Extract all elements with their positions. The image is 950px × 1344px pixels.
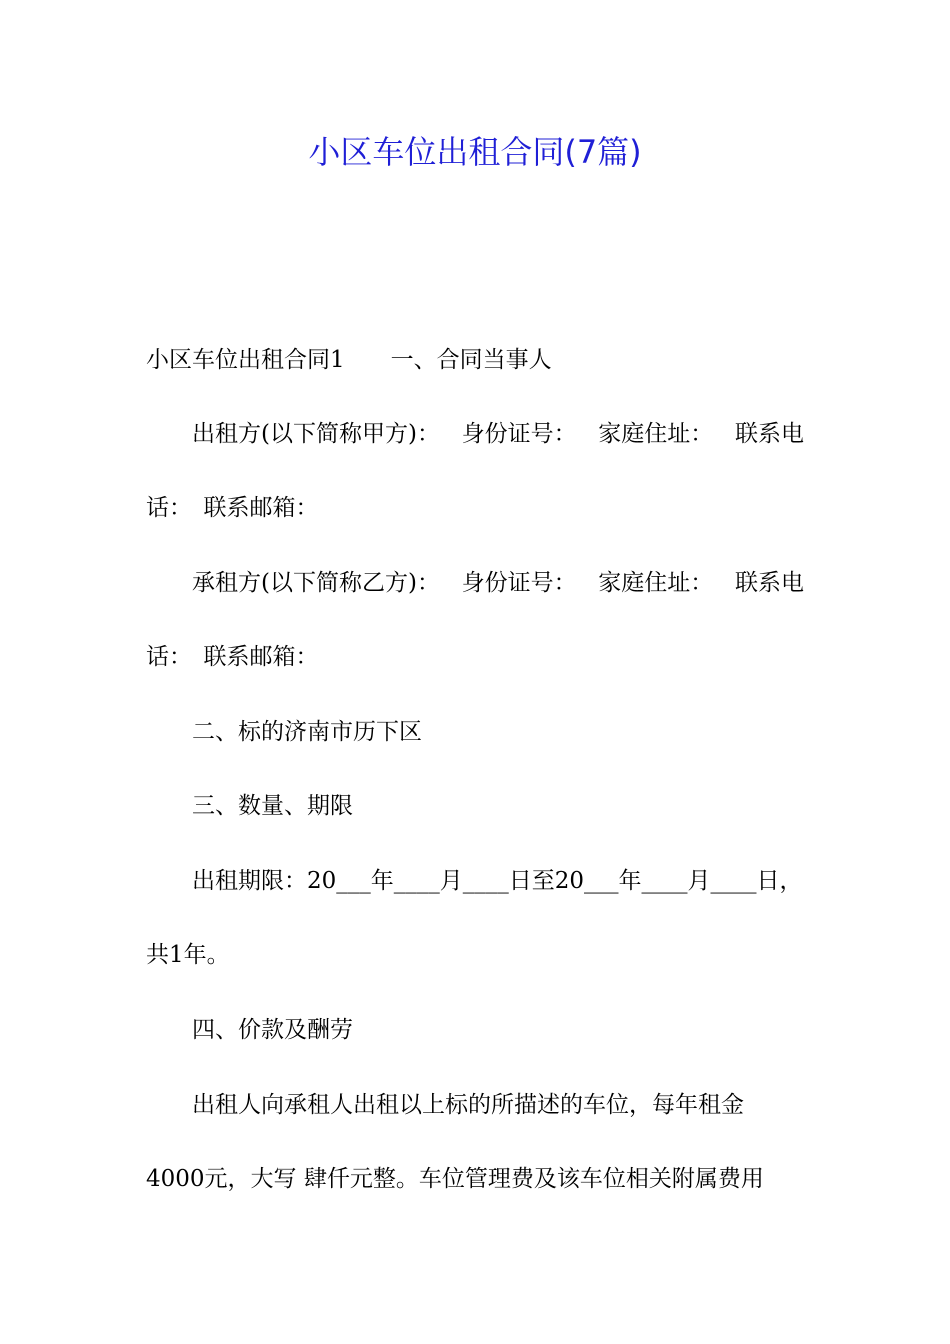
- lessee-contact-line: 话： 联系邮箱：: [146, 644, 319, 670]
- document-title: 小区车位出租合同(7篇): [308, 133, 642, 171]
- lessor-id-label: 身份证号：: [461, 421, 577, 447]
- lessee-id-label: 身份证号：: [461, 570, 577, 596]
- lease-term-line: 出租期限：20___年____月____日至20___年____月____日，: [192, 868, 803, 894]
- lessee-label: 承租方(以下简称乙方)：: [192, 570, 440, 596]
- lessor-label: 出租方(以下简称甲方)：: [192, 421, 440, 447]
- lessee-phone-label: 联系电: [734, 570, 804, 596]
- lessee-address-label: 家庭住址：: [598, 570, 714, 596]
- rent-amount-line: 4000元，大写 肆仟元整。车位管理费及该车位相关附属费用: [146, 1166, 764, 1192]
- contract-heading-line: 小区车位出租合同1 一、合同当事人: [146, 347, 552, 373]
- rent-description-line: 出租人向承租人出租以上标的所描述的车位，每年租金: [192, 1092, 744, 1118]
- lessor-phone-label: 联系电: [734, 421, 804, 447]
- section-quantity-term: 三、数量、期限: [192, 793, 353, 819]
- section-price: 四、价款及酬劳: [192, 1017, 353, 1043]
- lessee-info-line: [192, 565, 804, 601]
- lessor-address-label: 家庭住址：: [598, 421, 714, 447]
- lessor-info-line: [192, 416, 804, 452]
- lessor-contact-line: 话： 联系邮箱：: [146, 495, 319, 521]
- section-subject: 二、标的济南市历下区: [192, 719, 422, 745]
- lease-duration-line: 共1年。: [146, 942, 230, 968]
